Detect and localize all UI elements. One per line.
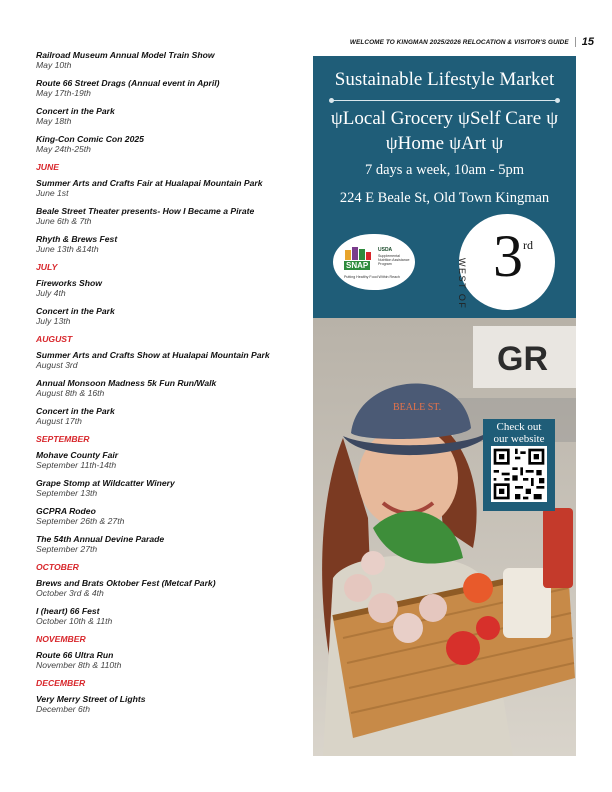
- category-local-grocery: Local Grocery: [342, 108, 454, 129]
- wheat-icon: ψ: [449, 133, 461, 154]
- ad-categories-line-1: [313, 108, 576, 130]
- event-title: Concert in the Park: [36, 306, 115, 316]
- event-item: [36, 278, 306, 298]
- wheat-icon: ψ: [546, 108, 559, 129]
- event-title: Fireworks Show: [36, 278, 102, 288]
- event-date: August 17th: [36, 416, 82, 426]
- month-heading-october: OCTOBER: [36, 562, 79, 572]
- event-date: August 3rd: [36, 360, 78, 370]
- event-date: December 6th: [36, 704, 90, 714]
- event-date: June 13th &14th: [36, 244, 99, 254]
- wheat-icon: ψ: [330, 108, 343, 129]
- event-date: October 3rd & 4th: [36, 588, 104, 598]
- event-title: I (heart) 66 Fest: [36, 606, 100, 616]
- event-item: [36, 450, 306, 470]
- logo-west-of: WEST OF: [457, 258, 467, 310]
- market-photo: [313, 318, 576, 756]
- ad-address: 224 E Beale St, Old Town Kingman: [339, 190, 550, 206]
- month-heading-december: DECEMBER: [36, 678, 86, 688]
- event-item: [36, 234, 306, 254]
- website-qr-box[interactable]: [483, 419, 555, 511]
- wheat-icon: ψ: [458, 108, 470, 129]
- events-calendar: [36, 50, 306, 722]
- qr-label-line-1: Check out: [496, 421, 542, 433]
- page-number: 15: [581, 36, 594, 48]
- event-title: Brews and Brats Oktober Fest (Metcaf Park): [36, 578, 216, 588]
- event-date: September 27th: [36, 544, 98, 554]
- event-title: Railroad Museum Annual Model Train Show: [36, 50, 215, 60]
- event-title: King-Con Comic Con 2025: [36, 134, 144, 144]
- event-title: Rhyth & Brews Fest: [36, 234, 118, 244]
- event-item: [36, 106, 306, 126]
- ornamental-divider: [331, 100, 558, 101]
- event-title: Concert in the Park: [36, 106, 115, 116]
- month-heading-september: SEPTEMBER: [36, 434, 90, 444]
- hat-text: BEALE ST.: [393, 402, 442, 413]
- event-item: [36, 134, 306, 154]
- category-art: Art: [461, 133, 487, 154]
- event-title: Summer Arts and Crafts Show at Hualapai Mountain Park: [36, 350, 270, 360]
- event-title: Grape Stomp at Wildcatter Winery: [36, 478, 175, 488]
- header-divider: [575, 37, 576, 47]
- event-title: Mohave County Fair: [36, 450, 119, 460]
- event-title: The 54th Annual Devine Parade: [36, 534, 165, 544]
- event-item: [36, 406, 306, 426]
- snap-label: SNAP: [346, 261, 369, 270]
- event-date: September 13th: [36, 488, 98, 498]
- ad-hours: 7 days a week, 10am - 5pm: [364, 162, 525, 178]
- event-date: November 8th & 110th: [36, 660, 122, 670]
- qr-label: [483, 422, 555, 445]
- event-item: [36, 506, 306, 526]
- usda-label: USDA: [378, 247, 393, 253]
- event-item: [36, 378, 306, 398]
- event-date: May 18th: [36, 116, 72, 126]
- event-date: July 13th: [36, 316, 71, 326]
- event-title: Very Merry Street of Lights: [36, 694, 146, 704]
- snap-badge: [333, 234, 415, 290]
- month-heading-june: JUNE: [36, 162, 59, 172]
- event-title: Concert in the Park: [36, 406, 115, 416]
- event-title: Annual Monsoon Madness 5k Fun Run/Walk: [36, 378, 217, 388]
- woman-with-produce-basket-image: [313, 318, 576, 756]
- event-item: [36, 478, 306, 498]
- event-item: [36, 350, 306, 370]
- category-home: Home: [397, 133, 445, 154]
- west-of-3rd-logo: [459, 214, 555, 310]
- event-item: [36, 178, 306, 198]
- event-title: Beale Street Theater presents- How I Became a Pirate: [36, 206, 255, 216]
- event-title: Route 66 Street Drags (Annual event in April): [36, 78, 220, 88]
- event-item: [36, 694, 306, 714]
- event-title: GCPRA Rodeo: [36, 506, 96, 516]
- event-item: [36, 650, 306, 670]
- ad-info-panel: [313, 56, 576, 318]
- qr-code-icon[interactable]: [491, 446, 547, 502]
- ad-categories-line-2: [313, 133, 576, 155]
- qr-label-line-2: our website: [493, 432, 545, 445]
- usda-subtitle: Supplemental Nutrition Assistance Program: [378, 254, 410, 267]
- event-item: [36, 606, 306, 626]
- wheat-icon: ψ: [491, 133, 504, 154]
- event-date: May 17th-19th: [36, 88, 91, 98]
- market-advertisement: [313, 56, 576, 756]
- category-self-care: Self Care: [469, 108, 542, 129]
- guide-title: WELCOME TO KINGMAN 2025/2026 RELOCATION & VISITOR'S GUIDE: [349, 38, 569, 46]
- logo-number: 3: [493, 223, 523, 289]
- event-date: October 10th & 11th: [36, 616, 113, 626]
- snap-tagline: Putting Healthy Food Within Reach: [344, 275, 400, 279]
- event-item: [36, 50, 306, 70]
- event-item: [36, 534, 306, 554]
- wheat-icon: ψ: [385, 133, 398, 154]
- event-date: May 24th-25th: [36, 144, 91, 154]
- event-item: [36, 78, 306, 98]
- event-date: September 11th-14th: [36, 460, 117, 470]
- event-title: Route 66 Ultra Run: [36, 650, 114, 660]
- event-date: June 1st: [36, 188, 69, 198]
- page-header: [350, 36, 594, 48]
- ad-title: Sustainable Lifestyle Market: [334, 69, 555, 90]
- month-heading-august: AUGUST: [36, 334, 73, 344]
- event-date: May 10th: [36, 60, 72, 70]
- event-item: [36, 578, 306, 598]
- event-date: September 26th & 27th: [36, 516, 125, 526]
- month-heading-november: NOVEMBER: [36, 634, 86, 644]
- event-date: July 4th: [36, 288, 66, 298]
- store-sign-text: GR: [497, 340, 548, 378]
- event-date: June 6th & 7th: [36, 216, 92, 226]
- event-item: [36, 306, 306, 326]
- month-heading-july: JULY: [36, 262, 58, 272]
- event-item: [36, 206, 306, 226]
- logo-suffix: rd: [523, 238, 533, 252]
- event-date: August 8th & 16th: [36, 388, 105, 398]
- event-title: Summer Arts and Crafts Fair at Hualapai Mountain Park: [36, 178, 263, 188]
